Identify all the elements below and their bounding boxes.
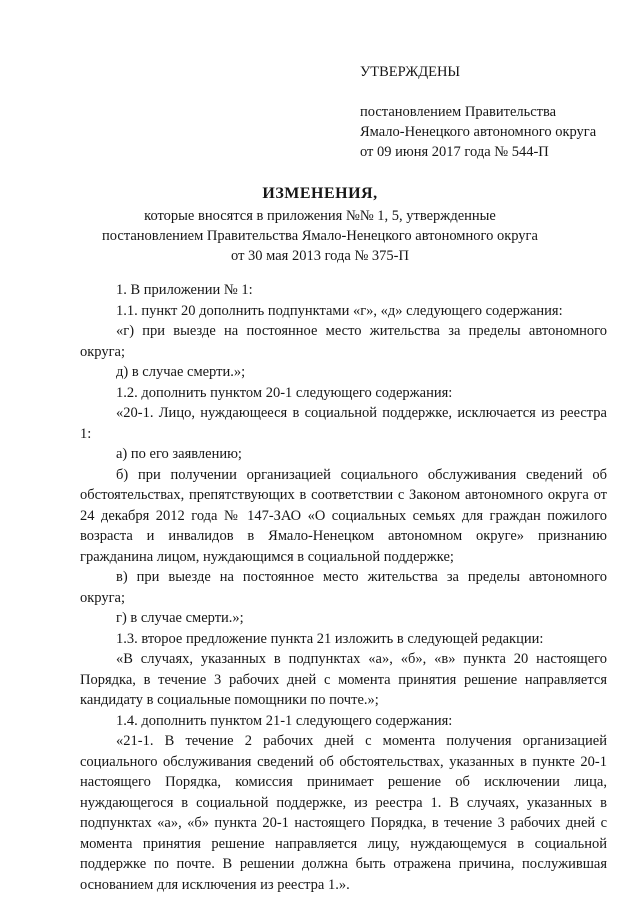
document-body: [80, 280, 607, 895]
document-title: [0, 184, 640, 266]
paragraph: д) в случае смерти.»;: [116, 364, 246, 380]
paragraph: г) в случае смерти.»;: [116, 610, 244, 626]
paragraph: 1.1. пункт 20 дополнить подпунктами «г», «д» следующего содержания:: [116, 302, 563, 319]
approval-heading: УТВЕРЖДЕНЫ: [360, 64, 461, 80]
title-line: постановлением Правительства Ямало-Ненецкого автономного округа: [102, 228, 538, 244]
paragraph: а) по его заявлению;: [116, 446, 242, 462]
paragraph: 1.4. дополнить пунктом 21-1 следующего содержания:: [116, 712, 453, 729]
title-main: ИЗМЕНЕНИЯ,: [262, 185, 378, 202]
paragraph: «г) при выезде на постоянное место жительства за пределы автономного округа;: [80, 323, 607, 360]
paragraph: 1.3. второе предложение пункта 21 изложить в следующей редакции:: [116, 630, 544, 647]
paragraph: «В случаях, указанных в подпунктах «а», «б», «в» пункта 20 настоящего Порядка, в течение 3 рабочих дней с момента принятия решение направляется кандидату в социальные помощники по почте.»;: [80, 651, 607, 708]
paragraph: б) при получении организацией социального обслуживания сведений об обстоятельствах, препятствующих в соответствии с Законом автономного округа от 24 декабря 2012 года № 147-ЗАО «О социальных семьях для граждан пожилого возраста и инвалидов в Ямало-Ненецком автономном округе» признанию гражданина лицом, нуждающимся в социальной поддержке;: [80, 466, 607, 565]
paragraph: «21-1. В течение 2 рабочих дней с момента получения организацией социального обслуживания сведений об обстоятельствах, указанных в пункте 20-1 настоящего Порядка, комиссия принимает решение об исключении лица, нуждающегося в социальной поддержке, из реестра 1. В случаях, указанных в подпунктах «а», «б» пункта 20-1 настоящего Порядка, в течение 3 рабочих дней с момента принятия решение направляется лицу, нуждающемуся в социальной поддержке по почте. В решении должна быть отражена причина, послужившая основанием для исключения из реестра 1.».: [80, 733, 607, 893]
title-line: которые вносятся в приложения №№ 1, 5, утвержденные: [144, 208, 496, 224]
paragraph: 1. В приложении № 1:: [116, 282, 253, 298]
approval-line: постановлением Правительства: [360, 104, 557, 120]
approval-stamp: [360, 62, 630, 162]
approval-line: Ямало-Ненецкого автономного округа: [360, 124, 597, 140]
paragraph: 1.2. дополнить пунктом 20-1 следующего содержания:: [116, 384, 453, 401]
approval-line: от 09 июня 2017 года № 544-П: [360, 144, 549, 160]
paragraph: в) при выезде на постоянное место жительства за пределы автономного округа;: [80, 569, 607, 606]
title-line: от 30 мая 2013 года № 375-П: [231, 248, 409, 264]
paragraph: «20-1. Лицо, нуждающееся в социальной поддержке, исключается из реестра 1:: [80, 405, 607, 442]
